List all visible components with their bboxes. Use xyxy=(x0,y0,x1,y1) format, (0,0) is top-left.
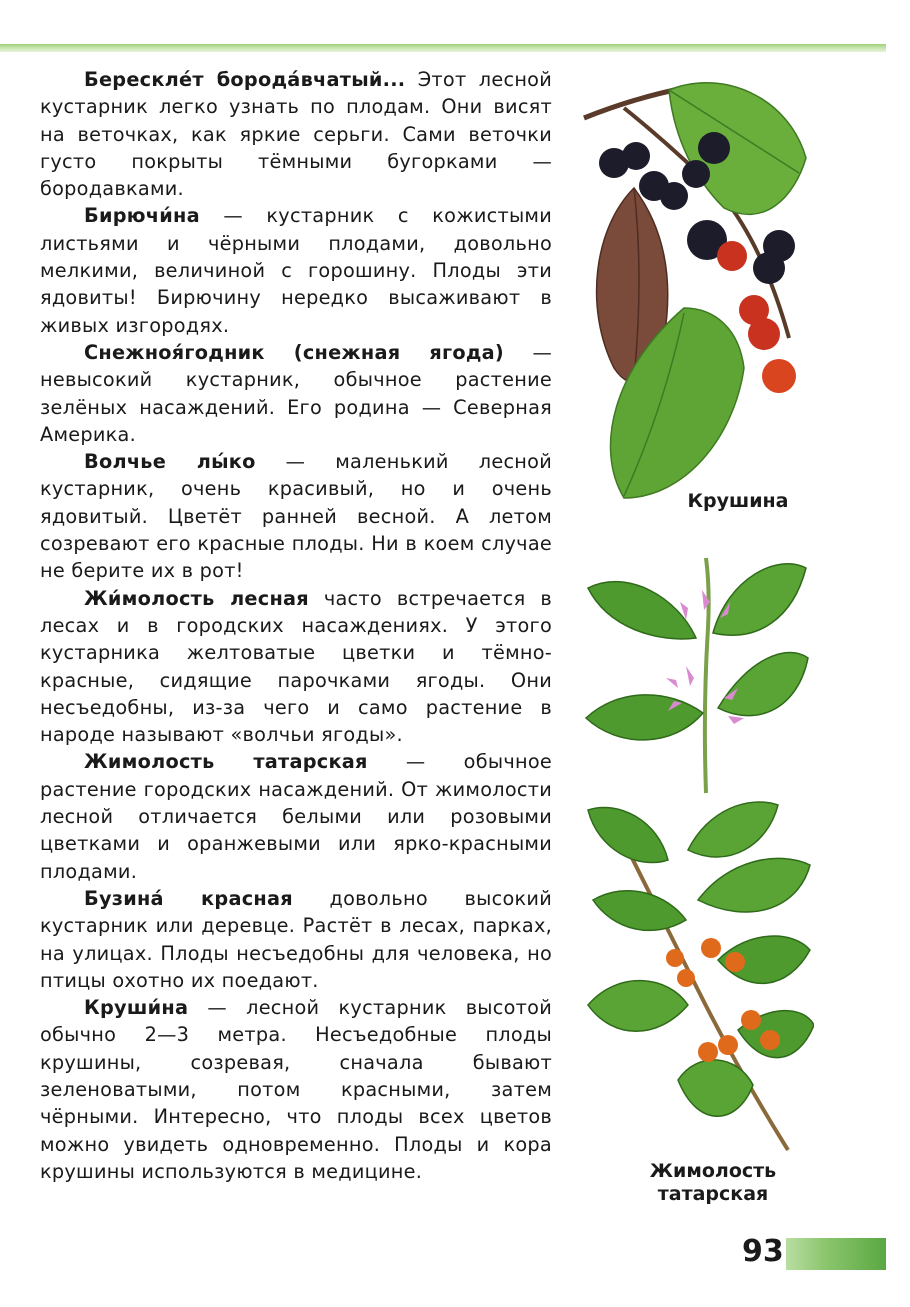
caption-tatarian-honeysuckle: Жимолость татарская xyxy=(649,1160,777,1205)
paragraph-tatarian-honeysuckle: Жимолость татарская — обычное растение городских насаждений. От жимолости лесной отличается белыми или розовыми цветками и оранжевыми или ярко-красными плодами. xyxy=(40,750,552,883)
term-daphne: Волчье лы́ко xyxy=(84,450,256,474)
flowering-shrub-illustration xyxy=(578,548,814,798)
top-decorative-rule xyxy=(0,44,886,52)
paragraph-snowberry: Снежноя́годник (снежная ягода) — невысокий кустарник, обычное растение зелёных насаждений. Его родина — Северная Америка. xyxy=(40,340,552,446)
caption-buckthorn: Крушина xyxy=(687,490,789,512)
term-snowberry: Снежноя́годник (снежная ягода) xyxy=(84,340,504,364)
page-number: 93 xyxy=(742,1234,784,1269)
term-euonymus: Бересклéт бородáвчатый... xyxy=(84,68,406,91)
buckthorn-illustration xyxy=(574,78,810,508)
tatarian-honeysuckle-illustration xyxy=(578,790,814,1160)
paragraph-elder: Бузина́ красная довольно высокий кустарник или деревце. Растёт в лесах, парках, на улицах. Плоды несъедобны для человека, но птицы охотно их поедают. xyxy=(40,886,552,992)
term-privet: Бирючи́на xyxy=(84,204,200,228)
paragraph-euonymus: Бересклéт бородáвчатый... Этот лесной кустарник легко узнать по плодам. Они висят на веточках, как яркие серьги. Сами веточки густо покрыты тёмными бугорками — бородавками. xyxy=(40,68,552,201)
paragraph-privet: Бирючи́на — кустарник с кожистыми листьями и чёрными плодами, довольно мелкими, величиной с горошину. Плоды эти ядовиты! Бирючину нередко высаживают в живых изгородях. xyxy=(40,204,552,337)
term-tatarian-honeysuckle: Жимолость татарская xyxy=(84,750,368,774)
paragraph-fly-honeysuckle: Жи́молость лесная часто встречается в лесах и в городских насаждениях. У этого кустарника желтоватые цветки и тёмно-красные, сидящие парочками ягоды. Они несъедобны, из-за чего и само растение в народе называют «волчьи ягоды». xyxy=(40,586,552,747)
term-buckthorn: Круши́на xyxy=(84,996,189,1020)
paragraph-daphne: Волчье лы́ко — маленький лесной кустарник, очень красивый, но и очень ядовитый. Цветёт ранней весной. А летом созревают его красные плоды. Ни в коем случае не берите их в рот! xyxy=(40,450,552,583)
term-elder: Бузина́ красная xyxy=(84,886,293,910)
main-text-column xyxy=(40,66,552,1185)
page-number-bar xyxy=(786,1238,886,1270)
paragraph-buckthorn: Круши́на — лесной кустарник высотой обычно 2—3 метра. Несъедобные плоды крушины, созревая, сначала бывают зеленоватыми, потом красными, затем чёрными. Интересно, что плоды всех цветов можно увидеть одновременно. Плоды и кора крушины используются в медицине. xyxy=(40,996,552,1183)
term-fly-honeysuckle: Жи́молость лесная xyxy=(84,586,309,610)
